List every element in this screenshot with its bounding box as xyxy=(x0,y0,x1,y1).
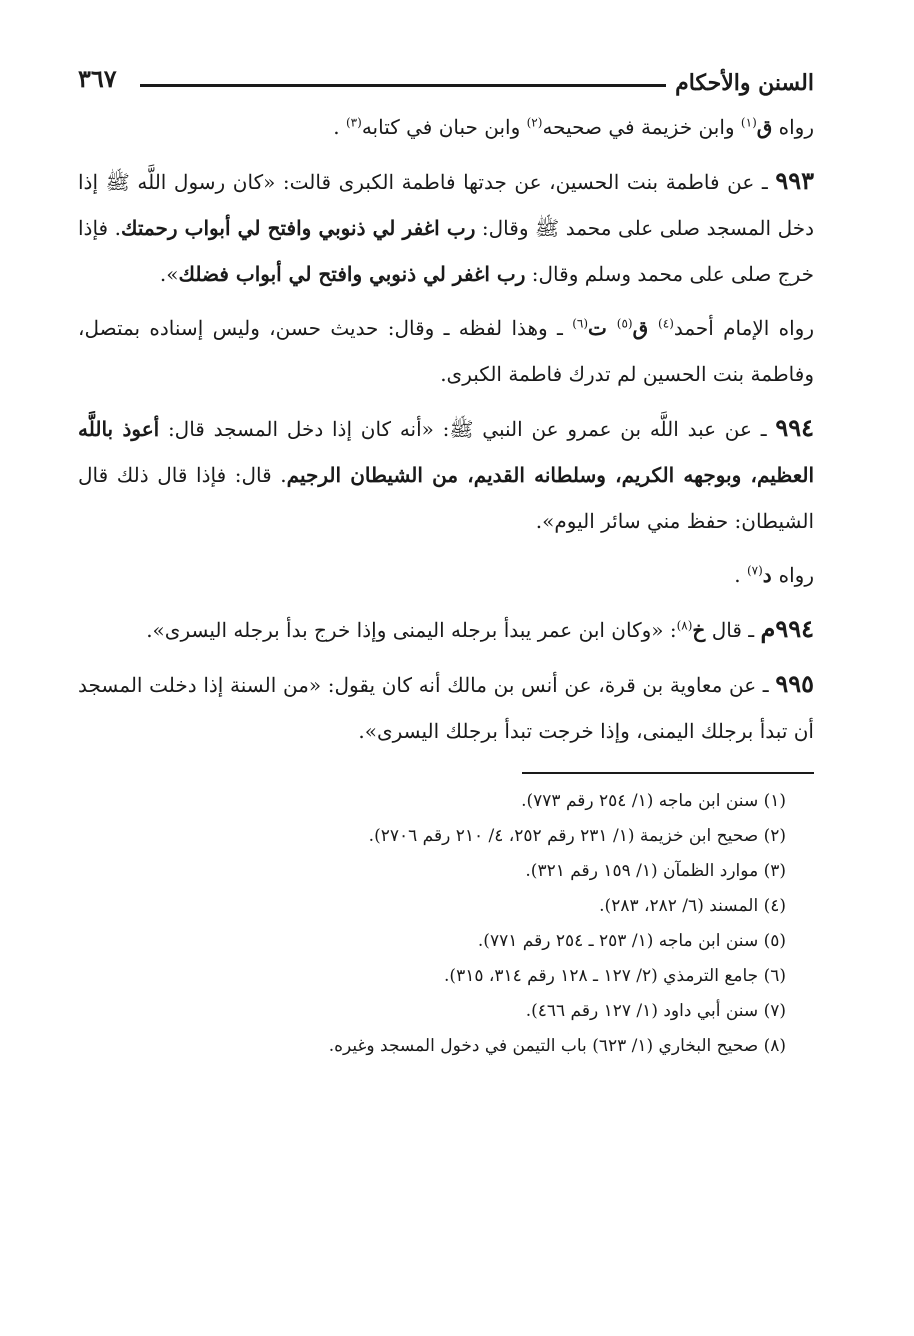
page-number: ٣٦٧ xyxy=(78,64,117,93)
running-header xyxy=(78,60,814,104)
supplication-text: أعوذ باللَّه العظيم، وبوجهه الكريم، وسلطانه القديم، من الشيطان الرجيم xyxy=(78,417,814,487)
hadith-994: ٩٩٤ ـ عن عبد اللَّه بن عمرو عن النبي ﷺ: «أنه كان إذا دخل المسجد قال: أعوذ باللَّه العظيم، وبوجهه الكريم، وسلطانه القديم، من الشيطان الرجيم. قال: فإذا قال ذلك قال الشيطان: حفظ مني سائر اليوم». xyxy=(78,413,814,533)
hadith-number: ٩٩٥ xyxy=(775,669,814,698)
supplication-text: رب اغفر لي ذنوبي وافتح لي أبواب رحمتك xyxy=(121,216,476,240)
footnote-rule xyxy=(522,772,814,774)
hadith-number: ٩٩٤م xyxy=(760,614,814,643)
footnote: (٨) صحيح البخاري (١/ ٦٢٣) باب التيمن في دخول المسجد وغيره. xyxy=(328,1036,786,1056)
footnote: (٥) سنن ابن ماجه (١/ ٢٥٣ ـ ٢٥٤ رقم ٧٧١). xyxy=(477,931,786,951)
supplication-text: رب اغفر لي ذنوبي وافتح لي أبواب فضلك xyxy=(178,262,526,286)
hadith-number: ٩٩٤ xyxy=(775,413,814,442)
narration-line: رواه ق$^{(١)}$ وابن خزيمة في صحيحه$^{(٢)}$ وابن حبان في كتابه$^{(٣)}$ . xyxy=(333,115,814,139)
hadith-994m: ٩٩٤م ـ قال خ$^{(٨)}$: «وكان ابن عمر يبدأ برجله اليمنى وإذا خرج بدأ برجله اليسرى». xyxy=(146,614,814,643)
hadith-995: ٩٩٥ ـ عن معاوية بن قرة، عن أنس بن مالك أنه كان يقول: «من السنة إذا دخلت المسجد أن تبدأ برجلك اليمنى، وإذا خرجت تبدأ برجلك اليسرى». xyxy=(78,669,814,743)
footnote: (٤) المسند (٦/ ٢٨٢، ٢٨٣). xyxy=(599,896,786,916)
book-page xyxy=(78,60,814,1064)
footnote: (٢) صحيح ابن خزيمة (١/ ٢٣١ رقم ٢٥٢، ٤/ ٢١٠ رقم ٢٧٠٦). xyxy=(368,826,786,846)
hadith-993: ٩٩٣ ـ عن فاطمة بنت الحسين، عن جدتها فاطمة الكبرى قالت: «كان رسول اللَّه ﷺ إذا دخل المسجد صلى على محمد ﷺ وقال: رب اغفر لي ذنوبي وافتح لي أبواب رحمتك. فإذا خرج صلى على محمد وسلم وقال: رب اغفر لي ذنوبي وافتح لي أبواب فضلك». xyxy=(78,166,814,286)
footnote: (٦) جامع الترمذي (٢/ ١٢٧ ـ ١٢٨ رقم ٣١٤، ٣١٥). xyxy=(444,966,786,986)
footnote: (١) سنن ابن ماجه (١/ ٢٥٤ رقم ٧٧٣). xyxy=(521,791,786,811)
running-title: السنن والأحكام xyxy=(675,70,814,96)
header-rule xyxy=(140,84,666,87)
footnotes xyxy=(78,784,814,1064)
hadith-number: ٩٩٣ xyxy=(775,166,814,195)
narration-994: رواه د$^{(٧)}$ . xyxy=(734,563,814,587)
footnote: (٣) موارد الظمآن (١/ ١٥٩ رقم ٣٢١). xyxy=(525,861,786,881)
footnote: (٧) سنن أبي داود (١/ ١٢٧ رقم ٤٦٦). xyxy=(525,1001,786,1021)
narration-993: رواه الإمام أحمد$^{(٤)}$ ق$^{(٥)}$ ت$^{(٦)}$ ـ وهذا لفظه ـ وقال: حديث حسن، وليس إسناده بمتصل، وفاطمة بنت الحسين لم تدرك فاطمة الكبرى. xyxy=(78,316,814,386)
